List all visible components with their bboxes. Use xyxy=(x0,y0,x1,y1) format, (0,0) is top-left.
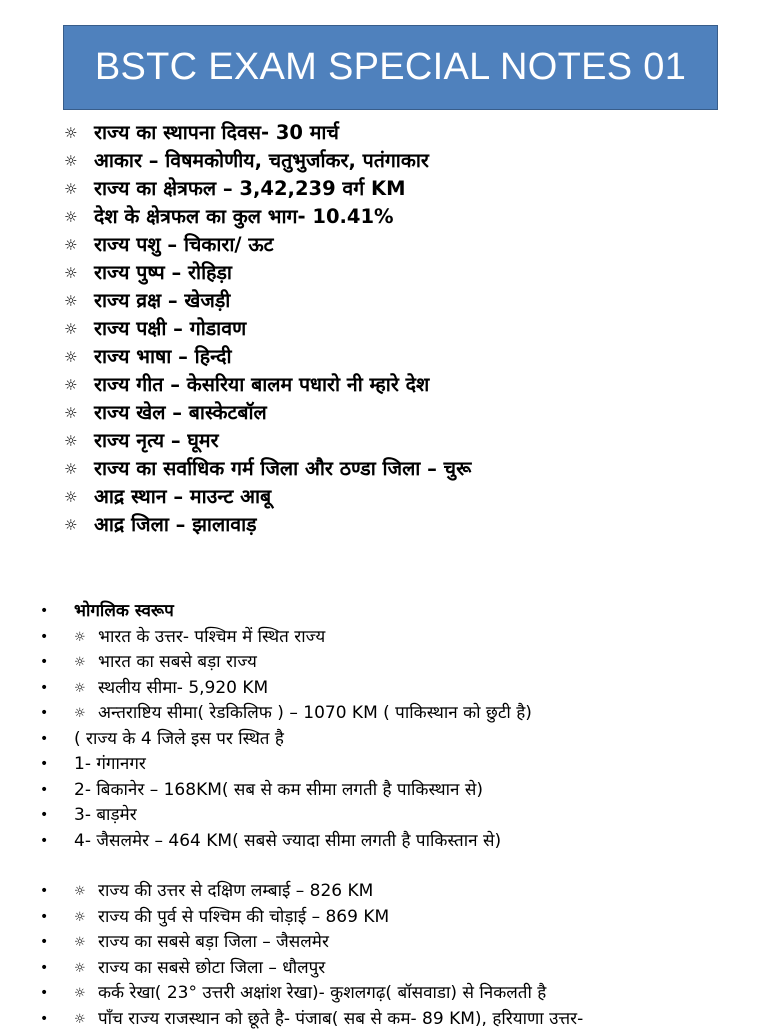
bullet-dot-icon: • xyxy=(40,599,74,625)
bullet-dot-icon: • xyxy=(40,625,74,651)
geo-item: • 3- बाड़मेर xyxy=(40,803,760,829)
geo-item: • ☼ राज्य का सबसे छोटा जिला – धौलपुर xyxy=(40,956,760,982)
sun-icon: ☼ xyxy=(74,701,92,727)
sun-icon: ☼ xyxy=(64,371,86,399)
sun-icon: ☼ xyxy=(74,981,92,1007)
sun-icon: ☼ xyxy=(74,676,92,702)
bullet-dot-icon: • xyxy=(40,1007,74,1032)
sun-icon: ☼ xyxy=(64,175,86,203)
sun-icon: ☼ xyxy=(64,427,86,455)
fact-item: ☼ राज्य का क्षेत्रफल – 3,42,239 वर्ग KM xyxy=(64,175,744,203)
bullet-dot-icon: • xyxy=(40,778,74,804)
bullet-dot-icon: • xyxy=(40,727,74,753)
geo-item: • ☼ पाँच राज्य राजस्थान को छूते है- पंजाब( सब से कम- 89 KM), हरियाणा उत्तर- xyxy=(40,1007,760,1032)
fact-item: ☼ राज्य गीत – केसरिया बालम पधारो नी म्हारे देश xyxy=(64,371,744,399)
geo-item: • ☼ राज्य की पुर्व से पश्चिम की चोड़ाई – 869 KM xyxy=(40,905,760,931)
sun-icon: ☼ xyxy=(64,147,86,175)
geo-item: • 1- गंगानगर xyxy=(40,752,760,778)
bullet-dot-icon: • xyxy=(40,829,74,855)
fact-item: ☼ राज्य व्रक्ष – खेजड़ी xyxy=(64,287,744,315)
sun-icon: ☼ xyxy=(64,119,86,147)
fact-item: ☼ राज्य नृत्य – घूमर xyxy=(64,427,744,455)
sun-icon: ☼ xyxy=(64,511,86,539)
sun-icon: ☼ xyxy=(74,879,92,905)
fact-item: ☼ राज्य पक्षी – गोडावण xyxy=(64,315,744,343)
fact-item: ☼ आद्र जिला – झालावाड़ xyxy=(64,511,744,539)
bullet-dot-icon: • xyxy=(40,879,74,905)
bullet-dot-icon: • xyxy=(40,676,74,702)
geo-item: • ( राज्य के 4 जिले इस पर स्थित है xyxy=(40,727,760,753)
geo-item: • ☼ अन्तराष्टिय सीमा( रेडकिलिफ ) – 1070 KM ( पाकिस्थान को छुटी है) xyxy=(40,701,760,727)
geo-item: • 2- बिकानेर – 168KM( सब से कम सीमा लगती है पाकिस्थान से) xyxy=(40,778,760,804)
sun-icon: ☼ xyxy=(64,455,86,483)
sun-icon: ☼ xyxy=(74,650,92,676)
sun-icon: ☼ xyxy=(74,905,92,931)
fact-item: ☼ आद्र स्थान – माउन्ट आबू xyxy=(64,483,744,511)
fact-item: ☼ राज्य का स्थापना दिवस- 30 मार्च xyxy=(64,119,744,147)
geo-item: • ☼ कर्क रेखा( 23° उत्तरी अक्षांश रेखा)- कुशलगढ़( बॉसवाडा) से निकलती है xyxy=(40,981,760,1007)
fact-item: ☼ देश के क्षेत्रफल का कुल भाग- 10.41% xyxy=(64,203,744,231)
fact-item: ☼ राज्य का सर्वाधिक गर्म जिला और ठण्डा जिला – चुरू xyxy=(64,455,744,483)
bullet-dot-icon: • xyxy=(40,905,74,931)
geo-heading-item xyxy=(40,599,760,625)
sun-icon: ☼ xyxy=(64,483,86,511)
geo-heading: भोगलिक स्वरूप xyxy=(74,599,174,625)
bullet-dot-icon: • xyxy=(40,803,74,829)
fact-item: ☼ राज्य भाषा – हिन्दी xyxy=(64,343,744,371)
bullet-dot-icon: • xyxy=(40,752,74,778)
geo-item: • ☼ स्थलीय सीमा- 5,920 KM xyxy=(40,676,760,702)
sun-icon: ☼ xyxy=(74,930,92,956)
bullet-dot-icon: • xyxy=(40,930,74,956)
geo-item: • 4- जैसलमेर – 464 KM( सबसे ज्यादा सीमा लगती है पाकिस्तान से) xyxy=(40,829,760,855)
sun-icon: ☼ xyxy=(64,203,86,231)
bullet-dot-icon: • xyxy=(40,701,74,727)
bullet-dot-icon: • xyxy=(40,650,74,676)
sun-icon: ☼ xyxy=(64,287,86,315)
sun-icon: ☼ xyxy=(64,399,86,427)
geo-item: • ☼ राज्य की उत्तर से दक्षिण लम्बाई – 826 KM xyxy=(40,879,760,905)
fact-item: ☼ राज्य पुष्प – रोहिड़ा xyxy=(64,259,744,287)
fact-item: ☼ राज्य खेल – बास्केटबॉल xyxy=(64,399,744,427)
sun-icon: ☼ xyxy=(74,956,92,982)
slide-title: BSTC EXAM SPECIAL NOTES 01 xyxy=(95,46,686,89)
geo-item: • ☼ भारत का सबसे बड़ा राज्य xyxy=(40,650,760,676)
sun-icon: ☼ xyxy=(64,315,86,343)
geography-list xyxy=(40,599,760,1032)
sun-icon: ☼ xyxy=(64,259,86,287)
sun-icon: ☼ xyxy=(64,231,86,259)
fact-item: ☼ आकार – विषमकोणीय, चतुभुर्जाकर, पतंगाकार xyxy=(64,147,744,175)
geo-item: • ☼ भारत के उत्तर- पश्चिम में स्थित राज्य xyxy=(40,625,760,651)
slide-title-box xyxy=(63,25,718,110)
bullet-dot-icon: • xyxy=(40,956,74,982)
sun-icon: ☼ xyxy=(74,625,92,651)
bullet-dot-icon: • xyxy=(40,981,74,1007)
geo-item: • ☼ राज्य का सबसे बड़ा जिला – जैसलमेर xyxy=(40,930,760,956)
state-facts-list xyxy=(64,119,744,539)
fact-item: ☼ राज्य पशु – चिकारा/ ऊट xyxy=(64,231,744,259)
sun-icon: ☼ xyxy=(64,343,86,371)
sun-icon: ☼ xyxy=(74,1007,92,1032)
